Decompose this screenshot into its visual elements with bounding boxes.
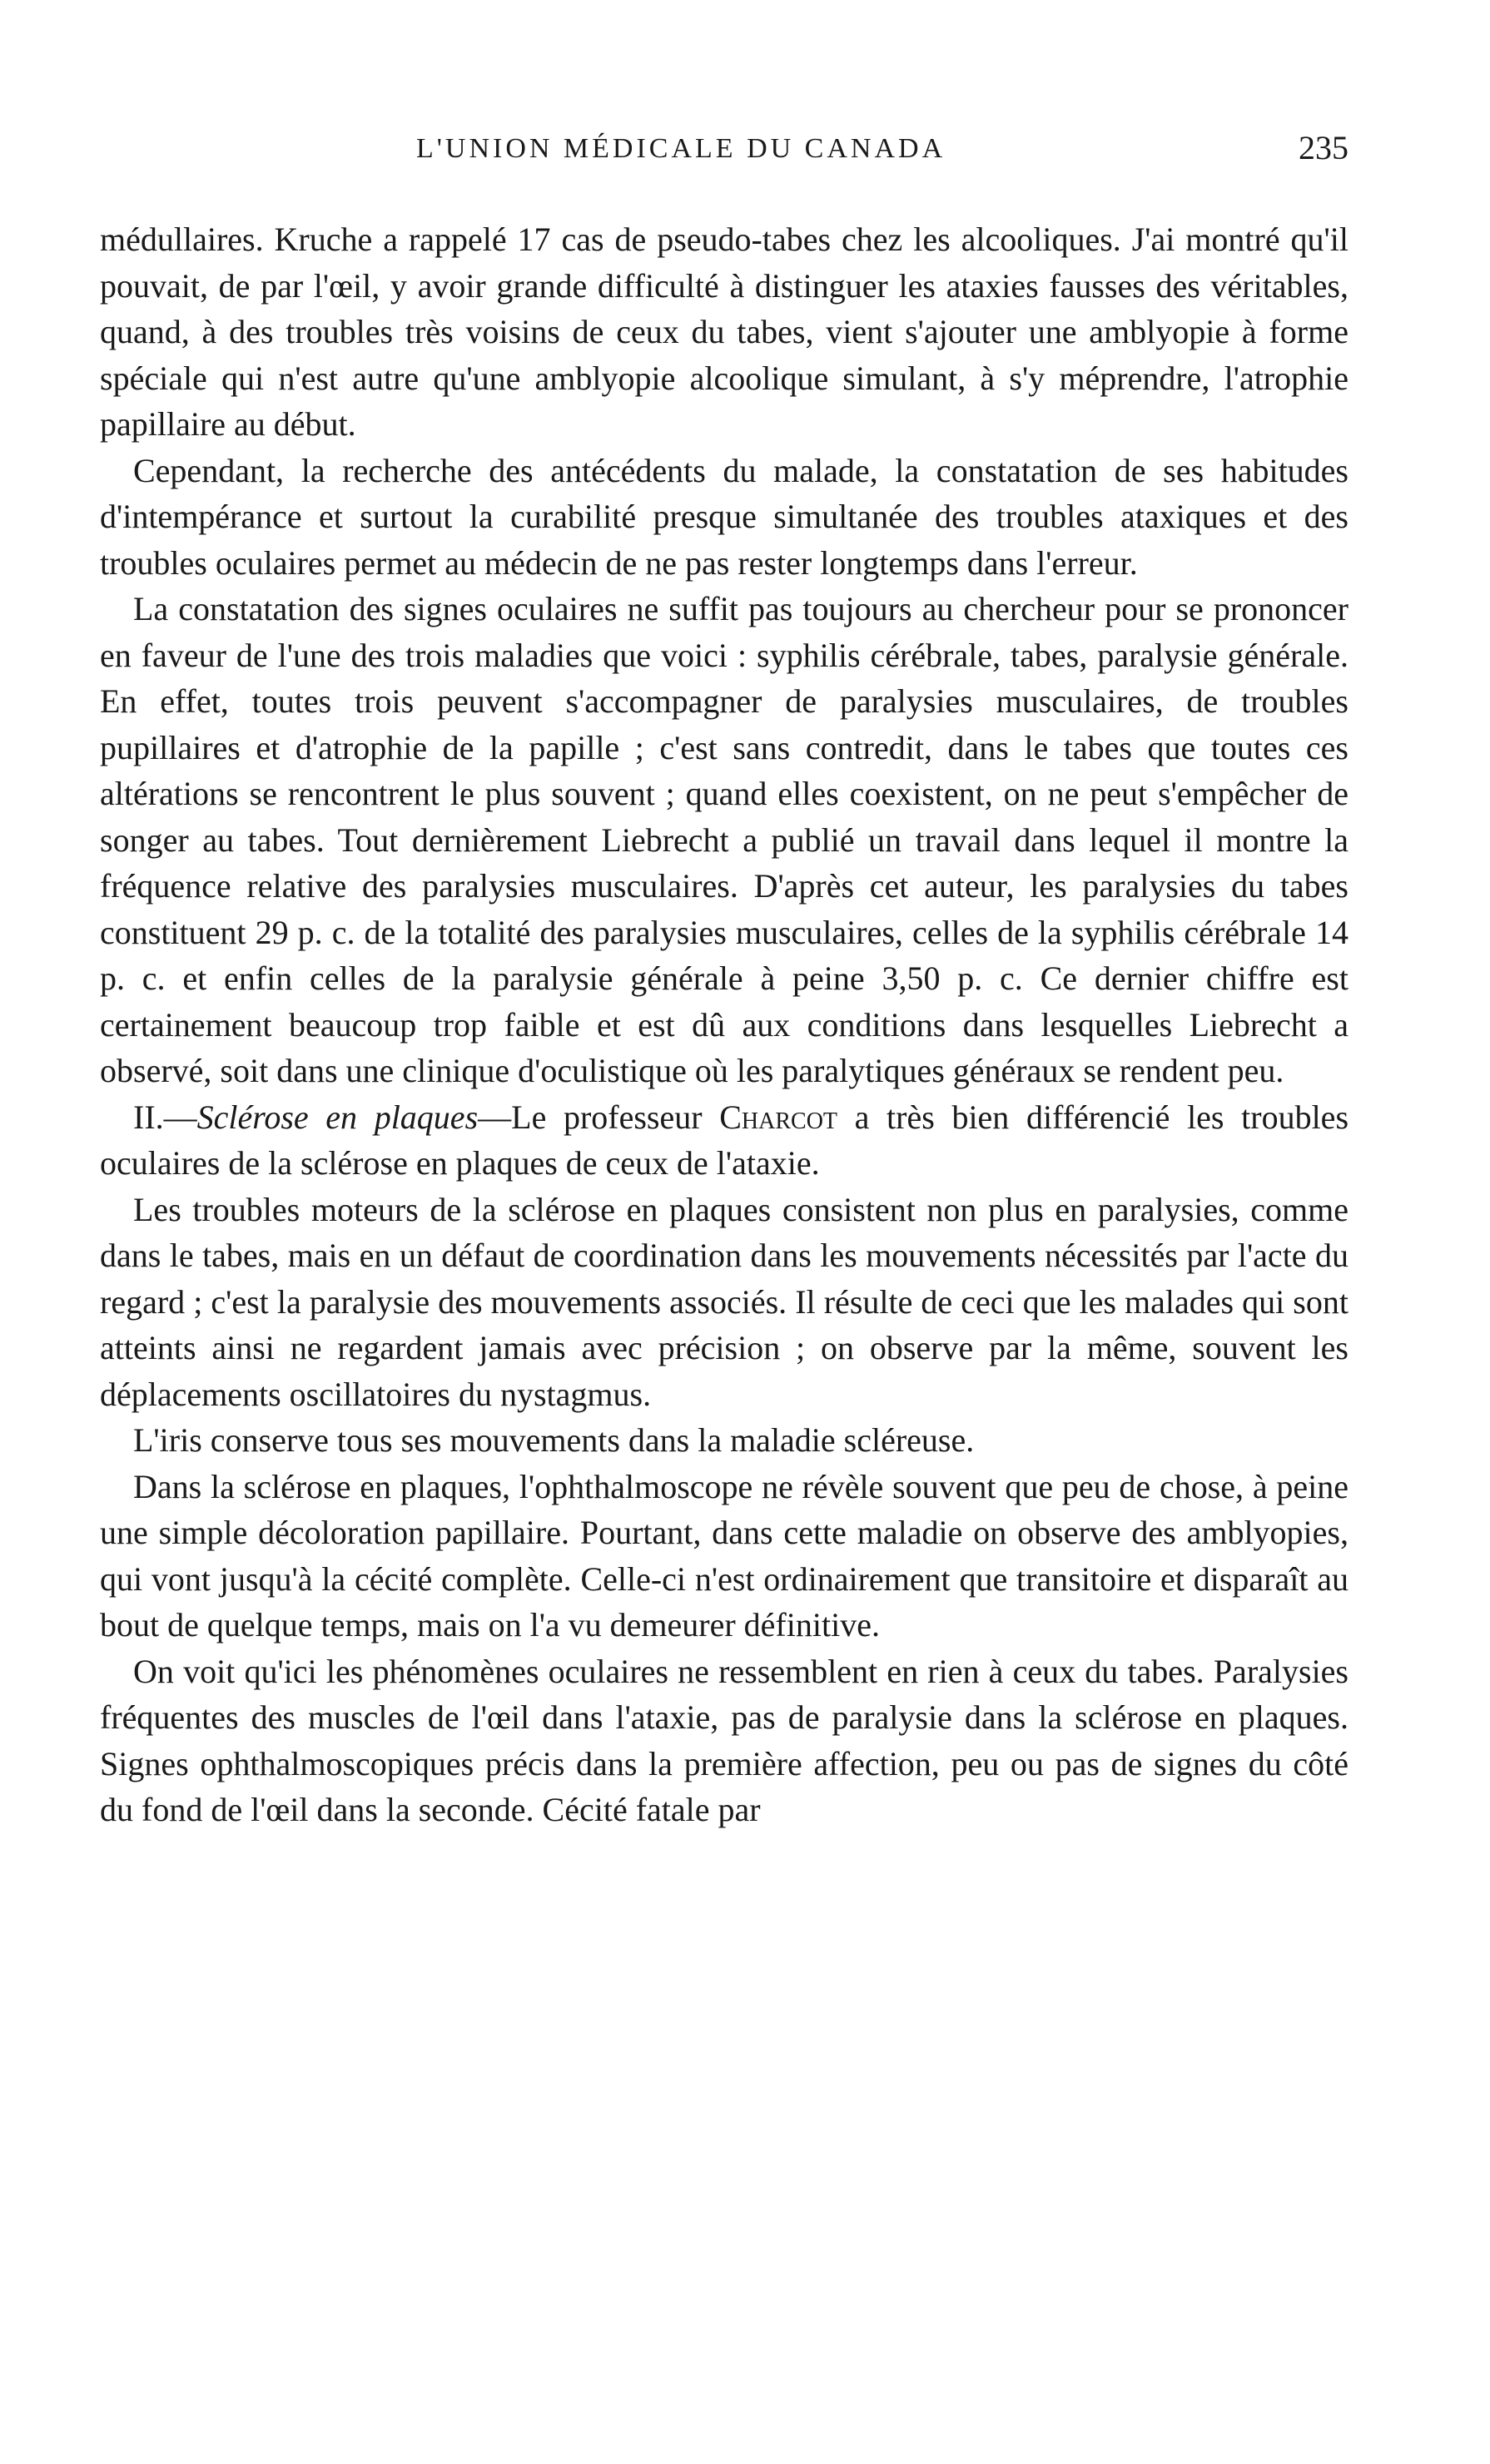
paragraph-7: Dans la sclérose en plaques, l'ophthalmoscope ne révèle souvent que peu de chose, à peine une simple décoloration papillaire. Pourtant, dans cette maladie on observe des amblyopies, qui vont jusqu'à la cécité complète. Celle-ci n'est ordinairement que transitoire et disparaît au bout de quelque temps, mais on l'a vu demeurer définitive. bbox=[100, 1467, 1348, 1643]
paragraph-8: On voit qu'ici les phénomènes oculaires ne ressemblent en rien à ceux du tabes. Paralysies fréquentes des muscles de l'œil dans l'ataxie, pas de paralysie dans la sclérose en plaques. Signes ophthalmoscopiques précis dans la première affection, peu ou pas de signes du côté du fond de l'œil dans la seconde. Cécité fatale par bbox=[100, 1652, 1348, 1828]
author-name: Charcot bbox=[719, 1098, 838, 1136]
journal-title: L'UNION MÉDICALE DU CANADA bbox=[416, 133, 946, 164]
paragraph-5: Les troubles moteurs de la sclérose en plaques consistent non plus en paralysies, comme dans le tabes, mais en un défaut de coordination dans les mouvements nécessités par l'acte du regard ; c'est la paralysie des mouvements associés. Il résulte de ceci que les malades qui sont atteints ainsi ne regardent jamais avec précision ; on observe par la même, souvent les déplacements oscillatoires du nystagmus. bbox=[100, 1190, 1348, 1413]
running-head bbox=[100, 129, 1348, 191]
section-intro-text: a très bien différencié les troubles oculaires de la sclérose en plaques de ceux de l'ataxie. bbox=[100, 1098, 1349, 1182]
page-number: 235 bbox=[1299, 129, 1348, 166]
paragraph-3: La constatation des signes oculaires ne suffit pas toujours au chercheur pour se prononcer en faveur de l'une des trois maladies que voici : syphilis cérébrale, tabes, paralysie générale. En effet, toutes trois peuvent s'accompagner de paralysies musculaires, de troubles pupillaires et d'atrophie de la papille ; c'est sans contredit, dans le tabes que toutes ces altérations se rencontrent le plus souvent ; quand elles coexistent, on ne peut s'empêcher de songer au tabes. Tout dernièrement Liebrecht a publié un travail dans lequel il montre la fréquence relative des paralysies musculaires. D'après cet auteur, les paralysies du tabes constituent 29 p. c. de la totalité des paralysies musculaires, celles de la syphilis cérébrale 14 p. c. et enfin celles de la paralysie générale à peine 3,50 p. c. Ce dernier chiffre est certainement beaucoup trop faible et est dû aux conditions dans lesquelles Liebrecht a observé, soit dans une clinique d'oculistique où les paralytiques généraux se rendent peu. bbox=[100, 590, 1348, 1089]
section-dash: —Le professeur bbox=[478, 1098, 720, 1136]
section-title: Sclérose en plaques bbox=[196, 1098, 479, 1136]
paragraph-2: Cependant, la recherche des antécédents du malade, la constatation de ses habitudes d'intempérance et surtout la curabilité presque simultanée des troubles ataxiques et des troubles oculaires permet au médecin de ne pas rester longtemps dans l'erreur. bbox=[100, 451, 1348, 582]
section-number: II.— bbox=[133, 1098, 197, 1136]
body-text bbox=[100, 216, 1348, 1833]
document-page bbox=[100, 129, 1349, 1833]
paragraph-1: médullaires. Kruche a rappelé 17 cas de pseudo-tabes chez les alcooliques. J'ai montré qu'il pouvait, de par l'œil, y avoir grande difficulté à distinguer les ataxies fausses des véritables, quand, à des troubles très voisins de ceux du tabes, vient s'ajouter une amblyopie à forme spéciale qui n'est autre qu'une amblyopie alcoolique simulant, à s'y méprendre, l'atrophie papillaire au début. bbox=[100, 221, 1348, 443]
paragraph-6: L'iris conserve tous ses mouvements dans la maladie scléreuse. bbox=[133, 1421, 975, 1459]
paragraph-4 bbox=[100, 1094, 1348, 1187]
